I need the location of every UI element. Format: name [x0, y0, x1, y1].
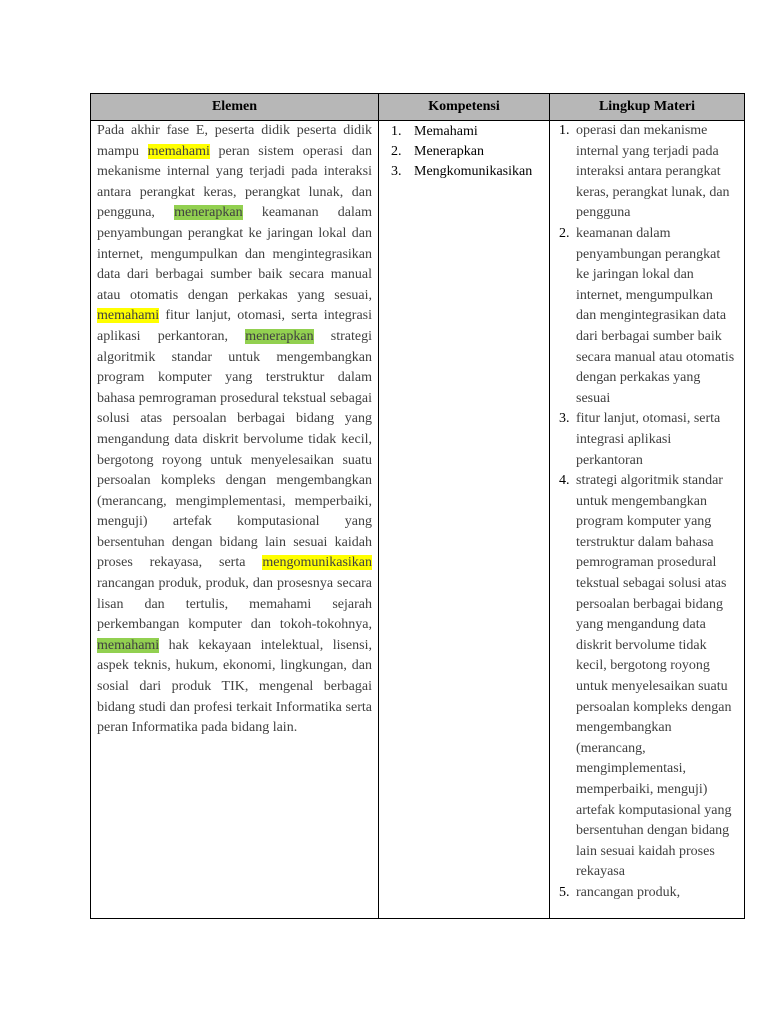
elemen-cell	[91, 121, 379, 919]
elemen-segment: rancangan produk, produk, dan prosesnya secara lisan dan tertulis, memahami sejarah perkembangan komputer dan tokoh-tokohnya,	[97, 576, 372, 633]
lingkup-materi-list	[550, 121, 744, 904]
highlight-memahami: memahami	[147, 143, 210, 159]
list-number: 3.	[559, 411, 570, 427]
highlight-menerapkan: menerapkan	[174, 205, 243, 221]
list-item	[559, 224, 736, 409]
table-header-row	[91, 94, 745, 121]
table-row	[91, 121, 745, 919]
elemen-segment: peran sistem operasi dan mekanisme internal yang terjadi pada interaksi antara perangkat keras, perangkat lunak, dan pengguna,	[97, 143, 372, 221]
elemen-segment: fitur lanjut, otomasi, serta integrasi aplikasi perkantoran,	[97, 308, 372, 344]
list-text: Mengkomunikasikan	[414, 164, 533, 179]
list-number: 2.	[559, 225, 570, 241]
list-text: rancangan produk,	[576, 884, 681, 900]
list-number: 1.	[559, 123, 570, 138]
kompetensi-cell	[379, 121, 550, 919]
header-elemen: Elemen	[91, 94, 379, 121]
list-item	[559, 471, 736, 883]
list-text: Memahami	[414, 124, 478, 139]
list-number: 5.	[559, 884, 570, 900]
list-item	[559, 883, 736, 904]
elemen-segment: keamanan dalam penyambungan perangkat ke jaringan lokal dan internet, mengumpulkan dan mengintegrasikan data dari berbagai sumber baik secara manual atau otomatis dengan perkakas yang sesuai,	[97, 205, 373, 303]
highlight-mengomunikasikan: mengomunikasikan	[262, 555, 372, 571]
curriculum-table	[90, 93, 745, 919]
list-text: strategi algoritmik standar untuk mengembangkan program komputer yang terstruktur dalam bahasa pemrograman prosedural tekstual sebagai solusi atas persoalan berbagai bidang yang mengandung data diskrit bervolume tidak kecil, bergotong royong untuk menyelesaikan suatu persoalan kompleks dengan mengembangkan (merancang, mengimplementasi, memperbaiki, menguji) artefak komputasional yang bersentuhan dengan bidang lain sesuai kaidah proses rekayasa	[576, 473, 732, 880]
list-item	[391, 162, 543, 182]
elemen-segment: strategi algoritmik standar untuk mengembangkan program komputer yang terstruktur dalam bahasa pemrograman prosedural tekstual sebagai solusi atas persoalan berbagai bidang yang mengandung data diskrit bervolume tidak kecil, bergotong royong untuk menyelesaikan suatu persoalan kompleks dengan mengembangkan (merancang, mengimplementasi, memperbaiki, menguji) artefak komputasional yang bersentuhan dengan bidang lain sesuai kaidah proses rekayasa, serta	[97, 328, 372, 571]
lingkup-materi-cell	[550, 121, 745, 919]
kompetensi-list	[379, 121, 549, 182]
list-item	[559, 409, 736, 471]
list-number: 4.	[559, 473, 570, 489]
list-item	[559, 121, 736, 224]
list-number: 2.	[391, 144, 402, 159]
list-item	[391, 122, 543, 142]
elemen-paragraph	[91, 121, 378, 739]
list-text: keamanan dalam penyambungan perangkat ke jaringan lokal dan internet, mengumpulkan dan mengintegrasikan data dari berbagai sumber baik secara manual atau otomatis dengan perkakas yang sesuai	[576, 225, 735, 406]
list-number: 1.	[391, 124, 402, 139]
list-text: operasi dan mekanisme internal yang terjadi pada interaksi antara perangkat keras, perangkat lunak, dan pengguna	[576, 123, 730, 221]
list-number: 3.	[391, 164, 402, 179]
highlight-memahami: memahami	[97, 637, 160, 653]
header-kompetensi: Kompetensi	[379, 94, 550, 121]
list-item	[391, 142, 543, 162]
elemen-segment: Pada akhir fase E, peserta didik peserta didik mampu	[97, 123, 372, 159]
elemen-segment: hak kekayaan intelektual, lisensi, aspek teknis, hukum, ekonomi, lingkungan, dan sosial dari produk TIK, mengenal berbagai bidang studi dan profesi terkait Informatika serta peran Informatika pada bidang lain.	[97, 637, 372, 736]
highlight-menerapkan: menerapkan	[245, 328, 314, 344]
list-text: Menerapkan	[414, 144, 484, 159]
list-text: fitur lanjut, otomasi, serta integrasi aplikasi perkantoran	[576, 411, 721, 468]
header-lingkup-materi: Lingkup Materi	[550, 94, 745, 121]
highlight-memahami: memahami	[97, 308, 160, 324]
